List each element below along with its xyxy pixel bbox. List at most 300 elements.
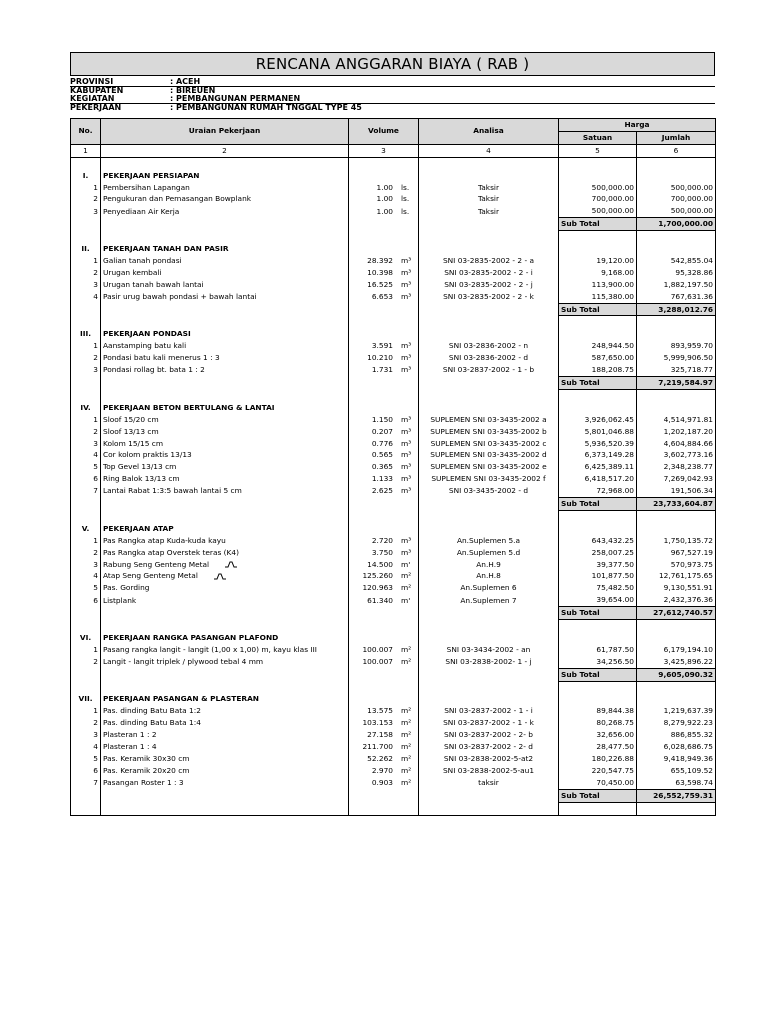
item-unit: m³	[401, 267, 412, 277]
item-no: 6	[71, 473, 101, 485]
empty-cell	[559, 523, 637, 535]
item-unit: m³	[401, 426, 412, 436]
item-desc-text: Aanstamping batu kali	[103, 341, 187, 351]
item-desc	[101, 255, 349, 267]
section-title: PEKERJAAN TANAH DAN PASIR	[101, 243, 349, 255]
item-satuan: 500,000.00	[559, 182, 637, 194]
subtotal-value: 26,552,759.31	[637, 789, 716, 802]
empty-cell	[71, 389, 101, 401]
table-row	[71, 582, 716, 594]
item-unit: ls.	[401, 194, 410, 204]
empty-cell	[71, 802, 101, 815]
item-satuan: 32,656.00	[559, 729, 637, 741]
item-analisa: SUPLEMEN SNI 03-3435-2002 d	[419, 449, 559, 461]
item-satuan: 587,650.00	[559, 352, 637, 364]
item-no: 3	[71, 438, 101, 450]
item-jumlah: 2,348,238.77	[637, 461, 716, 473]
subtotal-label: Sub Total	[559, 607, 637, 620]
item-no: 2	[71, 547, 101, 559]
item-analisa: SUPLEMEN SNI 03-3435-2002 a	[419, 414, 559, 426]
info-row	[70, 78, 715, 87]
item-analisa: SNI 03-2838-2002- 1 - j	[419, 656, 559, 668]
section-title: PEKERJAAN RANGKA PASANGAN PLAFOND	[101, 632, 349, 644]
empty-cell	[101, 231, 349, 243]
subtotal-value: 27,612,740.57	[637, 607, 716, 620]
item-analisa: An.Suplemen 5.a	[419, 535, 559, 547]
col-num: 4	[419, 144, 559, 157]
item-unit: m²	[401, 778, 412, 788]
spacer-row	[71, 157, 716, 169]
header-uraian: Uraian Pekerjaan	[101, 119, 349, 145]
item-volume	[349, 753, 419, 765]
item-desc-text: Sloof 15/20 cm	[103, 414, 159, 424]
empty-cell	[101, 510, 349, 522]
table-row	[71, 729, 716, 741]
empty-cell	[101, 681, 349, 693]
item-desc-text: Plasteran 1 : 4	[103, 742, 157, 752]
item-volume-value: 100.007	[362, 657, 393, 667]
item-desc-text: Pasang rangka langit - langit (1,00 x 1,00) m, kayu klas III	[103, 644, 317, 654]
item-no: 6	[71, 594, 101, 606]
empty-cell	[419, 668, 559, 681]
item-volume	[349, 570, 419, 582]
item-satuan: 9,168.00	[559, 267, 637, 279]
section-row	[71, 523, 716, 535]
item-analisa: An.Suplemen 5.d	[419, 547, 559, 559]
item-analisa: SNI 03-2835-2002 - 2 - j	[419, 279, 559, 291]
item-satuan: 89,844.38	[559, 705, 637, 717]
item-no: 6	[71, 765, 101, 777]
project-info	[70, 78, 715, 112]
item-analisa: An.Suplemen 6	[419, 582, 559, 594]
item-volume-value: 28.392	[367, 255, 393, 265]
empty-cell	[637, 632, 716, 644]
item-desc	[101, 364, 349, 376]
wave-icon	[225, 561, 237, 568]
item-desc	[101, 705, 349, 717]
subtotal-label: Sub Total	[559, 376, 637, 389]
table-row	[71, 364, 716, 376]
empty-cell	[559, 170, 637, 182]
item-volume	[349, 461, 419, 473]
item-volume-value: 120.963	[362, 583, 393, 593]
item-jumlah: 3,425,896.22	[637, 656, 716, 668]
subtotal-value: 7,219,584.97	[637, 376, 716, 389]
empty-cell	[419, 510, 559, 522]
table-row	[71, 777, 716, 789]
empty-cell	[349, 523, 419, 535]
subtotal-label: Sub Total	[559, 218, 637, 231]
item-jumlah: 191,506.34	[637, 485, 716, 497]
section-title: PEKERJAAN ATAP	[101, 523, 349, 535]
item-jumlah: 1,219,637.39	[637, 705, 716, 717]
item-desc	[101, 279, 349, 291]
empty-cell	[559, 243, 637, 255]
item-satuan: 6,373,149.28	[559, 449, 637, 461]
item-desc	[101, 193, 349, 205]
table-row	[71, 473, 716, 485]
item-jumlah: 1,750,135.72	[637, 535, 716, 547]
table-row	[71, 717, 716, 729]
item-volume	[349, 547, 419, 559]
item-satuan: 643,432.25	[559, 535, 637, 547]
subtotal-row	[71, 607, 716, 620]
table-row	[71, 340, 716, 352]
item-jumlah: 542,855.04	[637, 255, 716, 267]
item-no: 4	[71, 291, 101, 303]
empty-cell	[637, 681, 716, 693]
item-satuan: 39,377.50	[559, 559, 637, 571]
item-desc-text: Pas. dinding Batu Bata 1:2	[103, 706, 201, 716]
item-jumlah: 9,130,551.91	[637, 582, 716, 594]
empty-cell	[419, 681, 559, 693]
empty-cell	[637, 523, 716, 535]
item-unit: m³	[401, 291, 412, 301]
section-roman: VI.	[71, 632, 101, 644]
item-analisa: SNI 03-2837-2002 - 1 - b	[419, 364, 559, 376]
item-jumlah: 2,432,376.36	[637, 594, 716, 606]
table-row	[71, 426, 716, 438]
info-row	[70, 95, 715, 104]
item-unit: m³	[401, 255, 412, 265]
item-analisa: SUPLEMEN SNI 03-3435-2002 c	[419, 438, 559, 450]
table-row	[71, 414, 716, 426]
empty-cell	[101, 620, 349, 632]
item-satuan: 188,208.75	[559, 364, 637, 376]
page-title: RENCANA ANGGARAN BIAYA ( RAB )	[70, 52, 715, 76]
empty-cell	[349, 668, 419, 681]
item-analisa: SUPLEMEN SNI 03-3435-2002 b	[419, 426, 559, 438]
item-volume-value: 52.262	[367, 754, 393, 764]
item-unit: m³	[401, 279, 412, 289]
item-volume-value: 1.150	[371, 414, 393, 424]
item-analisa: Taksir	[419, 193, 559, 205]
empty-cell	[559, 157, 637, 169]
item-analisa: taksir	[419, 777, 559, 789]
subtotal-label: Sub Total	[559, 668, 637, 681]
item-desc	[101, 535, 349, 547]
empty-cell	[71, 607, 101, 620]
empty-cell	[559, 316, 637, 328]
empty-cell	[419, 402, 559, 414]
item-unit: m²	[401, 718, 412, 728]
item-unit: m²	[401, 765, 412, 775]
item-satuan: 220,547.75	[559, 765, 637, 777]
item-volume-value: 100.007	[362, 644, 393, 654]
item-analisa: SNI 03-2836-2002 - n	[419, 340, 559, 352]
item-volume-value: 10.398	[367, 267, 393, 277]
item-volume	[349, 255, 419, 267]
info-label: PROVINSI	[70, 77, 114, 86]
empty-cell	[349, 389, 419, 401]
item-volume-value: 0.565	[371, 450, 393, 460]
item-volume-value: 125.260	[362, 571, 393, 581]
col-num: 5	[559, 144, 637, 157]
empty-cell	[349, 620, 419, 632]
item-volume-value: 211.700	[362, 742, 393, 752]
section-row	[71, 402, 716, 414]
item-unit: m²	[401, 644, 412, 654]
section-roman: V.	[71, 523, 101, 535]
subtotal-value: 9,605,090.32	[637, 668, 716, 681]
spacer-row	[71, 620, 716, 632]
item-volume-value: 1.133	[371, 474, 393, 484]
item-desc	[101, 182, 349, 194]
item-satuan: 6,425,389.11	[559, 461, 637, 473]
item-jumlah: 5,999,906.50	[637, 352, 716, 364]
item-desc-text: Listplank	[103, 595, 137, 605]
table-row	[71, 765, 716, 777]
item-volume	[349, 705, 419, 717]
empty-cell	[419, 316, 559, 328]
table-row	[71, 449, 716, 461]
item-desc-text: Kolom 15/15 cm	[103, 438, 164, 448]
item-satuan: 5,936,520.39	[559, 438, 637, 450]
item-desc	[101, 656, 349, 668]
item-unit: m²	[401, 742, 412, 752]
item-desc	[101, 414, 349, 426]
item-volume	[349, 205, 419, 217]
item-analisa: SNI 03-2835-2002 - 2 - k	[419, 291, 559, 303]
spacer-row	[71, 389, 716, 401]
empty-cell	[419, 231, 559, 243]
item-no: 1	[71, 535, 101, 547]
item-desc-text: Pembersihan Lapangan	[103, 182, 190, 192]
spacer-row	[71, 681, 716, 693]
item-volume	[349, 594, 419, 606]
empty-cell	[71, 668, 101, 681]
item-desc-text: Galian tanah pondasi	[103, 255, 182, 265]
section-title: PEKERJAAN PONDASI	[101, 328, 349, 340]
item-unit: m'	[401, 595, 411, 605]
item-volume	[349, 644, 419, 656]
item-analisa: SNI 03-2838-2002-5-au1	[419, 765, 559, 777]
item-jumlah: 893,959.70	[637, 340, 716, 352]
spacer-row	[71, 510, 716, 522]
table-row	[71, 461, 716, 473]
item-volume	[349, 267, 419, 279]
item-satuan: 6,418,517.20	[559, 473, 637, 485]
empty-cell	[71, 316, 101, 328]
item-no: 4	[71, 449, 101, 461]
item-unit: m³	[401, 462, 412, 472]
section-roman: VII.	[71, 693, 101, 705]
section-row	[71, 632, 716, 644]
col-num: 6	[637, 144, 716, 157]
item-unit: m²	[401, 657, 412, 667]
item-no: 1	[71, 182, 101, 194]
table-row	[71, 267, 716, 279]
item-satuan: 70,450.00	[559, 777, 637, 789]
item-no: 2	[71, 717, 101, 729]
empty-cell	[101, 218, 349, 231]
item-unit: m³	[401, 353, 412, 363]
item-satuan: 61,787.50	[559, 644, 637, 656]
empty-cell	[349, 632, 419, 644]
item-desc	[101, 426, 349, 438]
item-satuan: 700,000.00	[559, 193, 637, 205]
empty-cell	[101, 316, 349, 328]
item-desc-text: Pas. Gording	[103, 583, 150, 593]
item-volume	[349, 182, 419, 194]
rab-body	[71, 157, 716, 815]
subtotal-value: 1,700,000.00	[637, 218, 716, 231]
table-row	[71, 193, 716, 205]
empty-cell	[349, 402, 419, 414]
item-unit: m³	[401, 547, 412, 557]
item-no: 4	[71, 570, 101, 582]
item-desc	[101, 582, 349, 594]
empty-cell	[349, 170, 419, 182]
empty-cell	[71, 303, 101, 316]
empty-cell	[101, 607, 349, 620]
item-no: 3	[71, 364, 101, 376]
item-unit: m²	[401, 706, 412, 716]
item-desc	[101, 753, 349, 765]
info-label: PEKERJAAN	[70, 103, 122, 112]
spacer-row	[71, 231, 716, 243]
empty-cell	[419, 607, 559, 620]
item-volume	[349, 777, 419, 789]
item-volume	[349, 582, 419, 594]
table-row	[71, 594, 716, 606]
info-row	[70, 104, 715, 112]
table-row	[71, 644, 716, 656]
item-no: 4	[71, 741, 101, 753]
table-row	[71, 182, 716, 194]
item-no: 1	[71, 644, 101, 656]
header-no: No.	[71, 119, 101, 145]
item-desc-text: Langit - langit triplek / plywood tebal 4 mm	[103, 657, 264, 667]
item-unit: m³	[401, 414, 412, 424]
item-analisa: Taksir	[419, 182, 559, 194]
subtotal-row	[71, 218, 716, 231]
info-value: : PEMBANGUNAN RUMAH TNGGAL TYPE 45	[170, 103, 362, 112]
rab-table	[70, 118, 716, 816]
empty-cell	[559, 632, 637, 644]
empty-cell	[101, 389, 349, 401]
subtotal-row	[71, 303, 716, 316]
item-desc-text: Urugan kembali	[103, 267, 162, 277]
item-jumlah: 9,418,949.36	[637, 753, 716, 765]
item-jumlah: 63,598.74	[637, 777, 716, 789]
empty-cell	[637, 243, 716, 255]
item-desc	[101, 594, 349, 606]
item-satuan: 113,900.00	[559, 279, 637, 291]
empty-cell	[559, 510, 637, 522]
empty-cell	[71, 218, 101, 231]
item-satuan: 101,877.50	[559, 570, 637, 582]
table-row	[71, 255, 716, 267]
item-volume	[349, 291, 419, 303]
item-desc-text: Rabung Seng Genteng Metal	[103, 559, 210, 569]
item-no: 1	[71, 255, 101, 267]
item-desc-text: Atap Seng Genteng Metal	[103, 571, 198, 581]
item-desc-text: Plasteran 1 : 2	[103, 730, 157, 740]
item-desc-text: Lantai Rabat 1:3:5 bawah lantai 5 cm	[103, 486, 242, 496]
empty-cell	[71, 789, 101, 802]
table-row	[71, 438, 716, 450]
item-desc	[101, 741, 349, 753]
item-no: 2	[71, 352, 101, 364]
empty-cell	[71, 498, 101, 511]
item-analisa: SNI 03-2835-2002 - 2 - a	[419, 255, 559, 267]
item-unit: m²	[401, 571, 412, 581]
table-row	[71, 559, 716, 571]
item-analisa: SNI 03-2837-2002 - 1 - i	[419, 705, 559, 717]
item-analisa: SNI 03-3434-2002 - an	[419, 644, 559, 656]
empty-cell	[349, 607, 419, 620]
item-volume	[349, 449, 419, 461]
item-satuan: 5,801,046.88	[559, 426, 637, 438]
empty-cell	[419, 243, 559, 255]
empty-cell	[349, 157, 419, 169]
item-analisa: An.H.8	[419, 570, 559, 582]
item-desc	[101, 473, 349, 485]
empty-cell	[349, 693, 419, 705]
empty-cell	[71, 157, 101, 169]
item-satuan: 500,000.00	[559, 205, 637, 217]
item-no: 5	[71, 753, 101, 765]
empty-cell	[349, 802, 419, 815]
empty-cell	[419, 620, 559, 632]
empty-cell	[419, 802, 559, 815]
empty-cell	[637, 402, 716, 414]
item-no: 2	[71, 656, 101, 668]
item-desc	[101, 485, 349, 497]
col-num: 3	[349, 144, 419, 157]
subtotal-row	[71, 668, 716, 681]
item-no: 1	[71, 414, 101, 426]
item-desc-text: Pas. dinding Batu Bata 1:4	[103, 718, 201, 728]
subtotal-label: Sub Total	[559, 498, 637, 511]
empty-cell	[349, 681, 419, 693]
item-satuan: 80,268.75	[559, 717, 637, 729]
item-desc-text: Pondasi rollag bt. bata 1 : 2	[103, 365, 205, 375]
empty-cell	[101, 376, 349, 389]
spacer-row	[71, 316, 716, 328]
empty-cell	[419, 376, 559, 389]
section-row	[71, 243, 716, 255]
section-title: PEKERJAAN PERSIAPAN	[101, 170, 349, 182]
item-analisa: SNI 03-2837-2002 - 2- b	[419, 729, 559, 741]
item-desc	[101, 267, 349, 279]
item-satuan: 75,482.50	[559, 582, 637, 594]
info-label: KABUPATEN	[70, 86, 124, 95]
item-unit: m²	[401, 730, 412, 740]
info-value: : ACEH	[170, 77, 201, 86]
table-row	[71, 570, 716, 582]
empty-cell	[349, 376, 419, 389]
item-volume	[349, 352, 419, 364]
info-value: : PEMBANGUNAN PERMANEN	[170, 94, 301, 103]
item-unit: m³	[401, 438, 412, 448]
empty-cell	[101, 802, 349, 815]
item-jumlah: 12,761,175.65	[637, 570, 716, 582]
subtotal-label: Sub Total	[559, 789, 637, 802]
item-desc-text: Ring Balok 13/13 cm	[103, 474, 180, 484]
empty-cell	[349, 789, 419, 802]
empty-cell	[559, 693, 637, 705]
empty-cell	[559, 620, 637, 632]
section-roman: I.	[71, 170, 101, 182]
empty-cell	[71, 681, 101, 693]
table-row	[71, 352, 716, 364]
item-unit: m³	[401, 535, 412, 545]
table-row	[71, 279, 716, 291]
item-jumlah: 325,718.77	[637, 364, 716, 376]
empty-cell	[419, 328, 559, 340]
